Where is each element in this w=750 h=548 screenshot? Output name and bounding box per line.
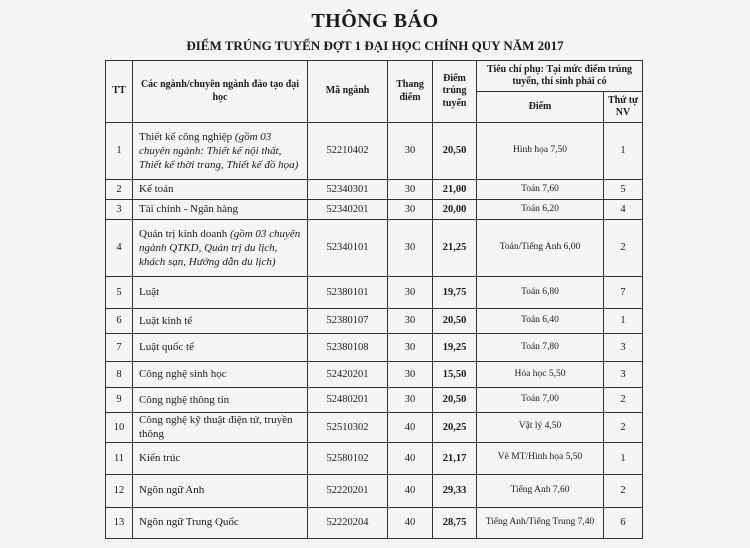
major-name: Luật quốc tế <box>139 341 194 354</box>
row-code: 52220204 <box>308 507 388 538</box>
header-criteria-score: Điểm <box>477 92 604 123</box>
row-priority: 1 <box>604 123 643 180</box>
row-score: 20,25 <box>433 413 477 443</box>
row-score: 15,50 <box>433 362 477 388</box>
table-row <box>106 413 643 443</box>
table-row <box>106 123 643 180</box>
row-major <box>133 442 308 474</box>
row-code: 52380101 <box>308 277 388 309</box>
row-code: 52380108 <box>308 334 388 362</box>
table-row <box>106 442 643 474</box>
row-tt: 13 <box>106 507 133 538</box>
row-code: 52220201 <box>308 474 388 507</box>
row-priority: 5 <box>604 180 643 200</box>
row-code: 52510302 <box>308 413 388 443</box>
row-scale: 30 <box>388 180 433 200</box>
row-tt: 3 <box>106 200 133 220</box>
row-criteria-score: Hình họa 7,50 <box>477 123 604 180</box>
row-score: 20,00 <box>433 200 477 220</box>
table-row <box>106 200 643 220</box>
row-criteria-score: Vẽ MT/Hình họa 5,50 <box>477 442 604 474</box>
row-major <box>133 362 308 388</box>
table-row <box>106 474 643 507</box>
row-criteria-score: Toán 7,00 <box>477 388 604 413</box>
row-major <box>133 180 308 200</box>
row-tt: 8 <box>106 362 133 388</box>
row-score: 21,25 <box>433 220 477 277</box>
row-score: 20,50 <box>433 123 477 180</box>
row-tt: 5 <box>106 277 133 309</box>
row-major <box>133 277 308 309</box>
row-criteria-score: Toán 7,80 <box>477 334 604 362</box>
table-row <box>106 277 643 309</box>
header-priority: Thứ tự NV <box>604 92 643 123</box>
major-name: Thiết kế công nghiệp <box>139 130 233 143</box>
table-row <box>106 388 643 413</box>
row-priority: 3 <box>604 334 643 362</box>
row-priority: 2 <box>604 388 643 413</box>
row-code: 52480201 <box>308 388 388 413</box>
major-name: Công nghệ sinh học <box>139 368 227 381</box>
row-major <box>133 507 308 538</box>
table-row <box>106 507 643 538</box>
page-subtitle: ĐIỂM TRÚNG TUYỂN ĐỢT 1 ĐẠI HỌC CHÍNH QUY NĂM 2017 <box>186 38 564 53</box>
row-score: 29,33 <box>433 474 477 507</box>
row-priority: 2 <box>604 220 643 277</box>
row-criteria-score: Toán 6,20 <box>477 200 604 220</box>
row-major <box>133 413 308 443</box>
row-major <box>133 200 308 220</box>
major-name: Công nghệ kỹ thuật điện tử, truyền thông <box>139 414 293 441</box>
row-tt: 6 <box>106 309 133 334</box>
row-priority: 1 <box>604 442 643 474</box>
row-code: 52380107 <box>308 309 388 334</box>
row-tt: 11 <box>106 442 133 474</box>
row-score: 21,17 <box>433 442 477 474</box>
row-scale: 40 <box>388 474 433 507</box>
row-tt: 10 <box>106 413 133 443</box>
row-criteria-score: Toán/Tiếng Anh 6,00 <box>477 220 604 277</box>
header-code: Mã ngành <box>308 61 388 123</box>
row-scale: 30 <box>388 123 433 180</box>
row-scale: 30 <box>388 200 433 220</box>
row-score: 20,50 <box>433 309 477 334</box>
row-scale: 30 <box>388 220 433 277</box>
row-tt: 7 <box>106 334 133 362</box>
row-score: 21,00 <box>433 180 477 200</box>
row-priority: 2 <box>604 474 643 507</box>
row-tt: 1 <box>106 123 133 180</box>
row-priority: 1 <box>604 309 643 334</box>
row-criteria-score: Toán 6,40 <box>477 309 604 334</box>
row-scale: 40 <box>388 413 433 443</box>
row-code: 52420201 <box>308 362 388 388</box>
row-code: 52580102 <box>308 442 388 474</box>
header-score: Điểm trúng tuyển <box>433 61 477 123</box>
row-score: 19,25 <box>433 334 477 362</box>
major-name: Luật kinh tế <box>139 314 193 327</box>
major-note: (gồm 03 chuyên ngành: Thiết kế nội thất, Thiết kế thời trang, Thiết kế đồ họa) <box>139 130 299 172</box>
page-title: THÔNG BÁO <box>311 10 439 32</box>
row-priority: 7 <box>604 277 643 309</box>
row-scale: 40 <box>388 442 433 474</box>
major-name: Kế toán <box>139 183 174 196</box>
major-name: Tài chính - Ngân hàng <box>139 203 238 216</box>
major-name: Luật <box>139 286 160 299</box>
row-major <box>133 474 308 507</box>
row-scale: 30 <box>388 334 433 362</box>
major-name: Ngôn ngữ Anh <box>139 484 205 497</box>
table-row <box>106 220 643 277</box>
row-scale: 30 <box>388 362 433 388</box>
row-code: 52340201 <box>308 200 388 220</box>
row-priority: 2 <box>604 413 643 443</box>
row-code: 52340101 <box>308 220 388 277</box>
table-row <box>106 362 643 388</box>
row-criteria-score: Toán 7,60 <box>477 180 604 200</box>
row-tt: 2 <box>106 180 133 200</box>
row-criteria-score: Hóa học 5,50 <box>477 362 604 388</box>
table-row <box>106 309 643 334</box>
row-major <box>133 309 308 334</box>
row-priority: 4 <box>604 200 643 220</box>
row-priority: 3 <box>604 362 643 388</box>
row-criteria-score: Tiếng Anh/Tiếng Trung 7,40 <box>477 507 604 538</box>
row-major <box>133 334 308 362</box>
row-criteria-score: Vật lý 4,50 <box>477 413 604 443</box>
row-tt: 12 <box>106 474 133 507</box>
row-code: 52340301 <box>308 180 388 200</box>
row-score: 20,50 <box>433 388 477 413</box>
major-name: Kiến trúc <box>139 451 181 464</box>
admission-scores-table <box>105 60 643 539</box>
row-score: 19,75 <box>433 277 477 309</box>
row-code: 52210402 <box>308 123 388 180</box>
header-criteria: Tiêu chí phụ: Tại mức điểm trúng tuyển, thí sinh phải có <box>477 61 643 92</box>
row-scale: 30 <box>388 388 433 413</box>
row-score: 28,75 <box>433 507 477 538</box>
header-tt: TT <box>106 61 133 123</box>
table-row <box>106 334 643 362</box>
major-note: (gồm 03 chuyên ngành QTKD, Quản trị du lịch, khách sạn, Hướng dẫn du lịch) <box>139 227 301 269</box>
row-criteria-score: Toán 6,80 <box>477 277 604 309</box>
table-row <box>106 180 643 200</box>
row-tt: 9 <box>106 388 133 413</box>
row-tt: 4 <box>106 220 133 277</box>
row-major <box>133 388 308 413</box>
major-name: Quản trị kinh doanh <box>139 227 228 240</box>
major-name: Ngôn ngữ Trung Quốc <box>139 516 239 529</box>
header-major: Các ngành/chuyên ngành đào tạo đại học <box>133 61 308 123</box>
row-scale: 30 <box>388 309 433 334</box>
major-name: Công nghệ thông tin <box>139 393 230 406</box>
row-scale: 40 <box>388 507 433 538</box>
row-priority: 6 <box>604 507 643 538</box>
header-scale: Thang điểm <box>388 61 433 123</box>
row-scale: 30 <box>388 277 433 309</box>
row-criteria-score: Tiếng Anh 7,60 <box>477 474 604 507</box>
row-major <box>133 220 308 277</box>
row-major <box>133 123 308 180</box>
